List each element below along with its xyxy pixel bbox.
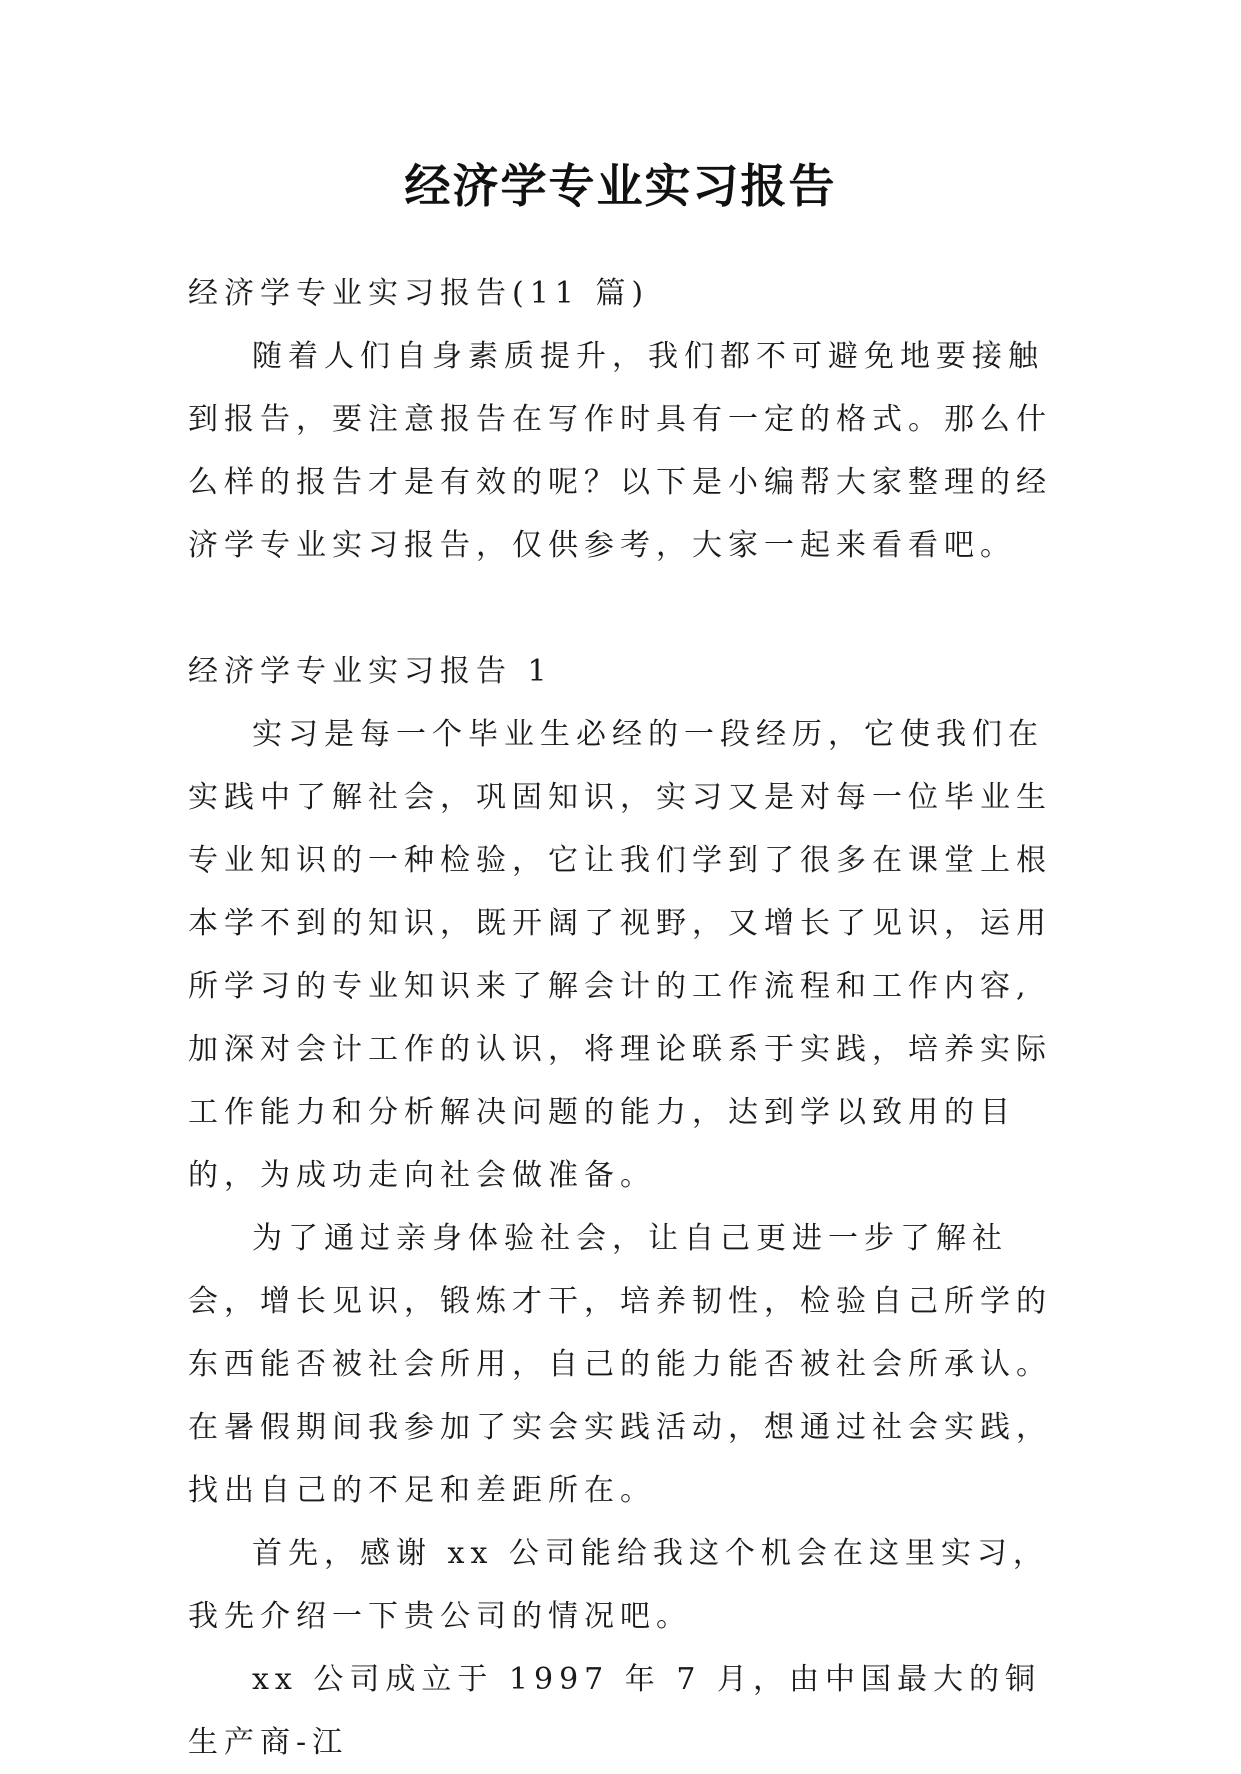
section-heading: 经济学专业实习报告 1 bbox=[188, 654, 553, 689]
document-subtitle: 经济学专业实习报告(11 篇) bbox=[188, 276, 650, 311]
intro-paragraph: 随着人们自身素质提升，我们都不可避免地要接触到报告，要注意报告在写作时具有一定的格式。那么什么样的报告才是有效的呢？以下是小编帮大家整理的经济学专业实习报告，仅供参考，大家一起来看看吧。 bbox=[188, 339, 1052, 563]
body-paragraph: 首先，感谢 xx 公司能给我这个机会在这里实习，我先介绍一下贵公司的情况吧。 bbox=[188, 1536, 1049, 1634]
paragraph-spacer bbox=[188, 577, 1053, 640]
document-title: 经济学专业实习报告 bbox=[404, 159, 837, 213]
body-paragraph: 为了通过亲身体验社会，让自己更进一步了解社会，增长见识，锻炼才干，培养韧性，检验自己所学的东西能否被社会所用，自己的能力能否被社会所承认。在暑假期间我参加了实会实践活动，想通过社会实践，找出自己的不足和差距所在。 bbox=[188, 1221, 1052, 1508]
document-body bbox=[188, 262, 1053, 1774]
body-paragraph: 实习是每一个毕业生必经的一段经历，它使我们在实践中了解社会，巩固知识，实习又是对每一位毕业生专业知识的一种检验，它让我们学到了很多在课堂上根本学不到的知识，既开阔了视野，又增长了见识，运用所学习的专业知识来了解会计的工作流程和工作内容,加深对会计工作的认识，将理论联系于实践，培养实际工作能力和分析解决问题的能力，达到学以致用的目的，为成功走向社会做准备。 bbox=[188, 717, 1052, 1193]
body-paragraph: xx 公司成立于 1997 年 7 月，由中国最大的铜生产商-江 bbox=[188, 1662, 1041, 1760]
